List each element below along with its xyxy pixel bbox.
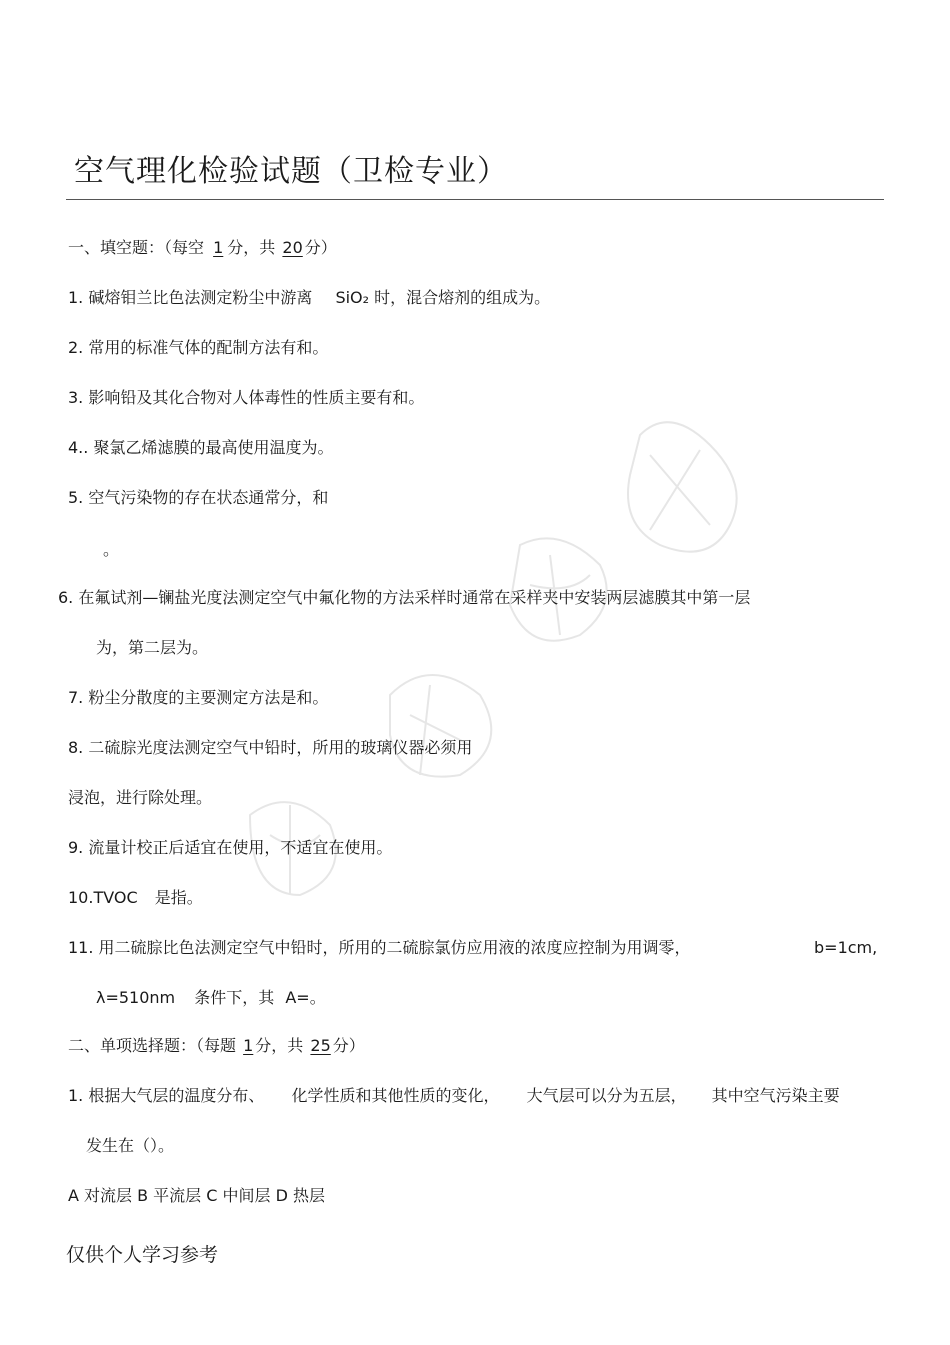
title-divider — [66, 199, 884, 200]
question-4: 4.. 聚氯乙烯滤膜的最高使用温度为。 — [68, 438, 334, 457]
question-5-continuation: 。 — [103, 540, 120, 559]
section2-mid: 分，共 — [255, 1036, 304, 1055]
question-1-text-b: SiO₂ 时，混合熔剂的组成为。 — [335, 288, 551, 307]
question-7: 7. 粉尘分散度的主要测定方法是和。 — [68, 688, 329, 707]
question-9: 9. 流量计校正后适宜在使用，不适宜在使用。 — [68, 838, 393, 857]
mc-question-1-options: A 对流层 B 平流层 C 中间层 D 热层 — [68, 1186, 326, 1205]
question-6: 6. 在氟试剂—镧盐光度法测定空气中氟化物的方法采样时通常在采样夹中安装两层滤膜其中第一层 — [58, 588, 751, 607]
footer-note: 仅供个人学习参考 — [66, 1244, 219, 1266]
question-2: 2. 常用的标准气体的配制方法有和。 — [68, 338, 329, 357]
question-11-condition: 条件下，其 — [194, 988, 275, 1007]
question-1-text: 1. 碱熔钼兰比色法测定粉尘中游离 — [68, 288, 313, 307]
section1-mid: 分，共 — [227, 238, 276, 257]
mc-question-1-part-d: 其中空气污染主要 — [711, 1086, 840, 1105]
question-11-continuation — [96, 988, 326, 1008]
mc-question-1-part-a: 1. 根据大气层的温度分布、 — [68, 1086, 265, 1105]
question-11: 11. 用二硫腙比色法测定空气中铅时，所用的二硫腙氯仿应用液的浓度应控制为用调零， — [68, 938, 691, 957]
question-11-absorbance: A=。 — [285, 988, 326, 1007]
question-3: 3. 影响铅及其化合物对人体毒性的性质主要有和。 — [68, 388, 425, 407]
section1-prefix: 一、填空题：（每空 — [68, 238, 205, 257]
section2-total-value: 25 — [310, 1036, 331, 1055]
document-title: 空气理化检验试题（卫检专业） — [74, 154, 508, 189]
section2-prefix: 二、单项选择题：（每题 — [68, 1036, 237, 1055]
section1-heading — [68, 238, 337, 258]
section2-heading — [68, 1036, 365, 1056]
section1-total-value: 20 — [282, 238, 303, 257]
question-6-continuation: 为，第二层为。 — [96, 638, 209, 657]
mc-question-1-part-c: 大气层可以分为五层， — [526, 1086, 687, 1105]
question-5: 5. 空气污染物的存在状态通常分，和 — [68, 488, 329, 507]
question-11-path-length: b=1cm, — [814, 938, 878, 957]
question-10-term: 10.TVOC — [68, 888, 138, 907]
section2-suffix: 分） — [332, 1036, 365, 1055]
mc-question-1-continuation: 发生在（）。 — [86, 1136, 175, 1155]
section1-per-value: 1 — [213, 238, 224, 257]
watermark-stamp — [230, 395, 790, 915]
question-10 — [68, 888, 203, 908]
question-8-continuation: 浸泡，进行除处理。 — [68, 788, 213, 807]
question-11-wavelength: λ=510nm — [96, 988, 176, 1007]
question-1 — [68, 288, 550, 308]
section1-suffix: 分） — [304, 238, 337, 257]
mc-question-1-part-b: 化学性质和其他性质的变化， — [291, 1086, 500, 1105]
section2-per-value: 1 — [243, 1036, 254, 1055]
mc-question-1 — [68, 1086, 840, 1106]
question-8: 8. 二硫腙光度法测定空气中铅时，所用的玻璃仪器必须用 — [68, 738, 473, 757]
question-10-text: 是指。 — [154, 888, 203, 907]
